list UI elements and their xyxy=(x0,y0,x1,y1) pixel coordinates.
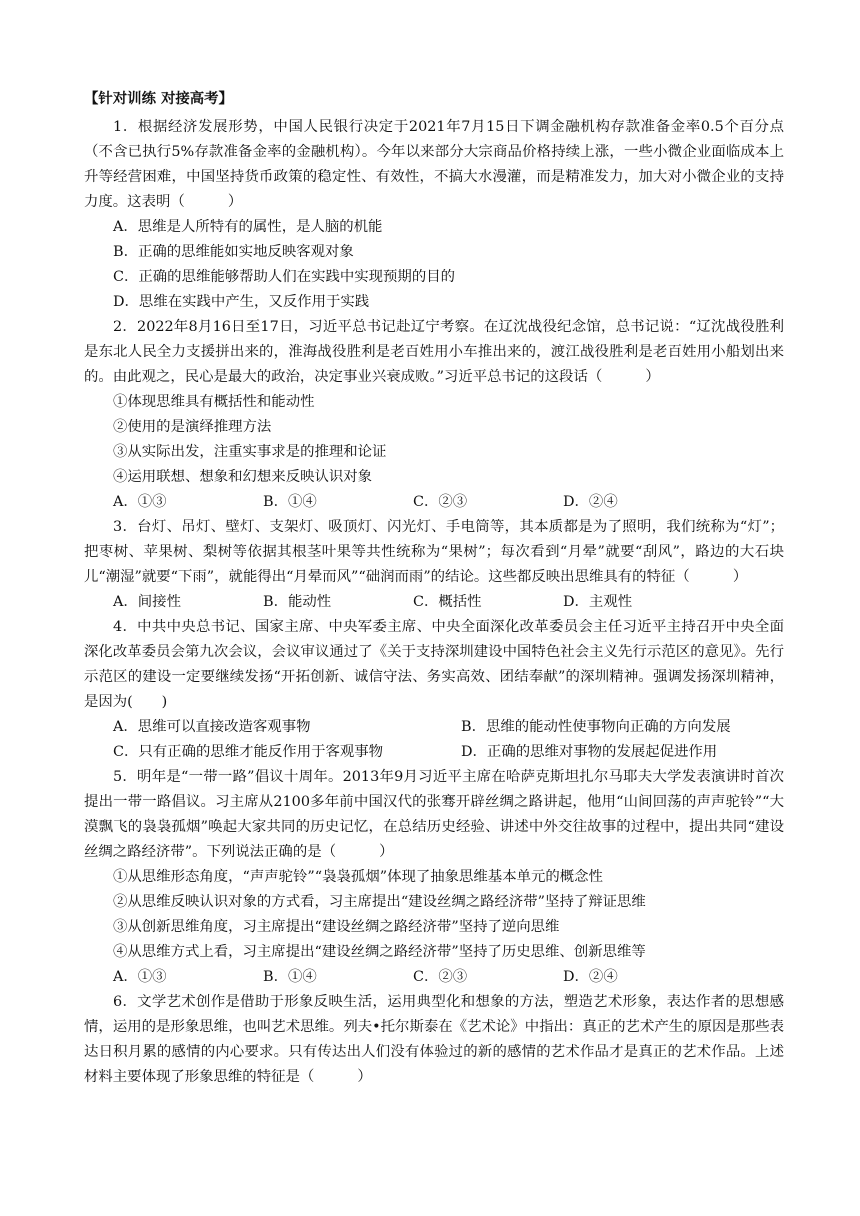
question-1-option-d: D．思维在实践中产生，又反作用于实践 xyxy=(113,294,370,310)
question-3-option-a: A．间接性 xyxy=(113,594,181,610)
question-2-option-d: D．②④ xyxy=(563,494,618,510)
question-2-item-1: ①体现思维具有概括性和能动性 xyxy=(113,394,315,410)
question-3-option-c: C．概括性 xyxy=(413,594,482,610)
question-2-option-c: C．②③ xyxy=(413,494,468,510)
question-5-option-b: B．①④ xyxy=(263,969,317,985)
question-3-option-b: B．能动性 xyxy=(263,594,332,610)
question-4-options-row-1 xyxy=(84,715,784,740)
question-3-options xyxy=(84,590,784,615)
question-4-options-row-2 xyxy=(84,740,784,765)
question-5-options xyxy=(84,965,784,990)
question-3-option-d: D．主观性 xyxy=(563,594,633,610)
question-5-stem: 5．明年是“一带一路”倡议十周年。2013年9月习近平主席在哈萨克斯坦扎尔马耶夫大学发表演讲时首次提出一带一路倡议。习主席从2100多年前中国汉代的张骞开辟丝绸之路讲起，他用“山间回荡的声声驼铃”“大漠飘飞的袅袅孤烟”唤起大家共同的历史记忆，在总结历史经验、讲述中外交往故事的过程中，提出共同“建设丝绸之路经济带”。下列说法正确的是（ ） xyxy=(84,769,784,860)
question-3-stem: 3．台灯、吊灯、壁灯、支架灯、吸顶灯、闪光灯、手电筒等，其本质都是为了照明，我们统称为“灯”；把枣树、苹果树、梨树等依据其根茎叶果等共性统称为“果树”；每次看到“月晕”就要“刮风”，路边的大石块儿“潮湿”就要“下雨”，就能得出“月晕而风”“础润而雨”的结论。这些都反映出思维具有的特征（ ） xyxy=(84,519,784,585)
question-1-option-b: B．正确的思维能如实地反映客观对象 xyxy=(113,244,354,260)
question-4-option-a: A．思维可以直接改造客观事物 xyxy=(113,719,311,735)
question-2-item-4: ④运用联想、想象和幻想来反映认识对象 xyxy=(113,469,373,485)
question-1-option-a: A．思维是人所特有的属性，是人脑的机能 xyxy=(113,219,383,235)
question-2-options xyxy=(84,490,784,515)
question-4-option-c: C．只有正确的思维才能反作用于客观事物 xyxy=(113,744,384,760)
question-2-item-2: ②使用的是演绎推理方法 xyxy=(113,419,272,435)
question-5-item-4: ④从思维方式上看，习主席提出“建设丝绸之路经济带”坚持了历史思维、创新思维等 xyxy=(113,944,646,960)
question-1-option-c: C．正确的思维能够帮助人们在实践中实现预期的目的 xyxy=(113,269,455,285)
question-6-stem: 6．文学艺术创作是借助于形象反映生活，运用典型化和想象的方法，塑造艺术形象，表达作者的思想感情，运用的是形象思维，也叫艺术思维。列夫•托尔斯泰在《艺术论》中指出：真正的艺术产生的原因是那些表达日积月累的感情的内心要求。只有传达出人们没有体验过的新的感情的艺术作品才是真正的艺术作品。上述材料主要体现了形象思维的特征是（ ） xyxy=(84,994,784,1085)
question-1-stem: 1．根据经济发展形势，中国人民银行决定于2021年7月15日下调金融机构存款准备金率0.5个百分点（不含已执行5%存款准备金率的金融机构）。今年以来部分大宗商品价格持续上涨，一些小微企业面临成本上升等经营困难，中国坚持货币政策的稳定性、有效性，不搞大水漫灌，而是精准发力，加大对小微企业的支持力度。这表明（ ） xyxy=(84,119,784,210)
question-2-item-3: ③从实际出发，注重实事求是的推理和论证 xyxy=(113,444,387,460)
question-5-option-a: A．①③ xyxy=(113,969,167,985)
question-2-option-a: A．①③ xyxy=(113,494,167,510)
worksheet-content xyxy=(84,86,784,1090)
question-5-option-d: D．②④ xyxy=(563,969,618,985)
question-4-stem: 4．中共中央总书记、国家主席、中央军委主席、中央全面深化改革委员会主任习近平主持召开中央全面深化改革委员会第九次会议，会议审议通过了《关于支持深圳建设中国特色社会主义先行示范区的意见》。先行示范区的建设一定要继续发扬“开拓创新、诚信守法、务实高效、团结奉献”的深圳精神。强调发扬深圳精神，是因为( ) xyxy=(84,619,784,710)
question-5-item-2: ②从思维反映认识对象的方式看，习主席提出“建设丝绸之路经济带”坚持了辩证思维 xyxy=(113,894,646,910)
question-5-option-c: C．②③ xyxy=(413,969,468,985)
question-5-item-1: ①从思维形态角度，“声声驼铃”“袅袅孤烟”体现了抽象思维基本单元的概念性 xyxy=(113,869,603,885)
question-2-stem: 2．2022年8月16日至17日，习近平总书记赴辽宁考察。在辽沈战役纪念馆，总书记说：“辽沈战役胜利是东北人民全力支援拼出来的，淮海战役胜利是老百姓用小车推出来的，渡江战役胜利是老百姓用小船划出来的。由此观之，民心是最大的政治，决定事业兴衰成败。”习近平总书记的这段话（ ） xyxy=(84,319,784,385)
section-heading: 【针对训练 对接高考】 xyxy=(84,90,233,107)
question-2-option-b: B．①④ xyxy=(263,494,317,510)
question-5-item-3: ③从创新思维角度，习主席提出“建设丝绸之路经济带”坚持了逆向思维 xyxy=(113,919,560,935)
question-4-option-b: B．思维的能动性使事物向正确的方向发展 xyxy=(461,719,731,735)
question-4-option-d: D．正确的思维对事物的发展起促进作用 xyxy=(461,744,718,760)
